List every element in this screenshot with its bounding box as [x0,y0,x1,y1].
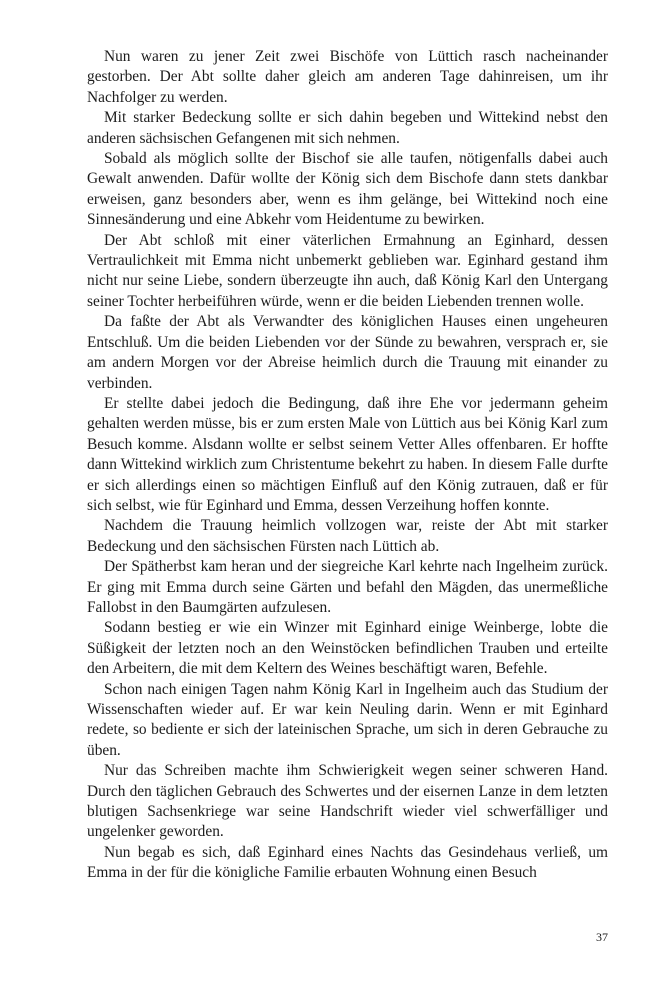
paragraph: Da faßte der Abt als Verwandter des königlichen Hauses einen ungeheuren Entschluß. Um die beiden Liebenden vor der Sünde zu bewahren, versprach er, sie am andern Morgen vor der Abreise heimlich durch die Trauung mit einander zu verbinden. [87,313,608,392]
book-page-text [87,47,608,884]
paragraph: Mit starker Bedeckung sollte er sich dahin begeben und Wittekind nebst den anderen sächsischen Gefangenen mit sich nehmen. [87,109,608,147]
paragraph: Nur das Schreiben machte ihm Schwierigkeit wegen seiner schweren Hand. Durch den täglichen Gebrauch des Schwertes und der eisernen Lanze in dem letzten blutigen Sachsenkriege war seine Handschrift wieder viel schwerfälliger und ungelenker geworden. [87,762,608,841]
paragraph: Nachdem die Trauung heimlich vollzogen war, reiste der Abt mit starker Bedeckung und den sächsischen Fürsten nach Lüttich ab. [87,517,608,555]
paragraph: Schon nach einigen Tagen nahm König Karl in Ingelheim auch das Studium der Wissenschaften wieder auf. Er war kein Neuling darin. Wenn er mit Eginhard redete, so bediente er sich der lateinischen Sprache, um sich in deren Gebrauche zu üben. [87,680,608,759]
paragraph: Nun begab es sich, daß Eginhard eines Nachts das Gesindehaus verließ, um Emma in der für die königliche Familie erbauten Wohnung einen Besuch [87,843,608,882]
paragraph: Nun waren zu jener Zeit zwei Bischöfe von Lüttich rasch nacheinander gestorben. Der Abt sollte daher gleich am anderen Tage dahinreisen, um ihr Nachfolger zu werden. [87,48,608,106]
paragraph: Er stellte dabei jedoch die Bedingung, daß ihre Ehe vor jedermann geheim gehalten werden müsse, bis er zum ersten Male von Lüttich aus bei König Karl zum Besuch komme. Alsdann wollte er selbst seinem Vetter Alles offenbaren. Er hoffte dann Wittekind wirklich zum Christentume bekehrt zu haben. In diesem Falle durfte er sich allerdings einen so mächtigen Einfluß auf den König zutrauen, daß er für sich selbst, wie für Eginhard und Emma, dessen Verzeihung hoffen konnte. [87,394,608,514]
page-number: 37 [596,930,608,944]
paragraph: Sobald als möglich sollte der Bischof sie alle taufen, nötigenfalls dabei auch Gewalt anwenden. Dafür wollte der König sich dem Bischofe dann stets dankbar erweisen, ganz besonders aber, wenn es ihm gelänge, bei Wittekind noch eine Sinnesänderung und eine Abkehr vom Heidentume zu bewirken. [87,150,608,229]
paragraph: Der Spätherbst kam heran und der siegreiche Karl kehrte nach Ingelheim zurück. Er ging mit Emma durch seine Gärten und befahl den Mägden, das unermeßliche Fallobst in den Baumgärten aufzulesen. [87,558,608,616]
paragraph: Der Abt schloß mit einer väterlichen Ermahnung an Eginhard, dessen Vertraulichkeit mit Emma nicht unbemerkt geblieben war. Eginhard gestand ihm nicht nur seine Liebe, sondern überzeugte ihn auch, daß König Karl den Untergang seiner Tochter herbeiführen würde, wenn er die beiden Liebenden trennen wolle. [87,231,608,310]
paragraph: Sodann bestieg er wie ein Winzer mit Eginhard einige Weinberge, lobte die Süßigkeit der letzten noch an den Weinstöcken befindlichen Trauben und erteilte den Arbeitern, die mit dem Keltern des Weines beschäftigt waren, Befehle. [87,619,608,678]
